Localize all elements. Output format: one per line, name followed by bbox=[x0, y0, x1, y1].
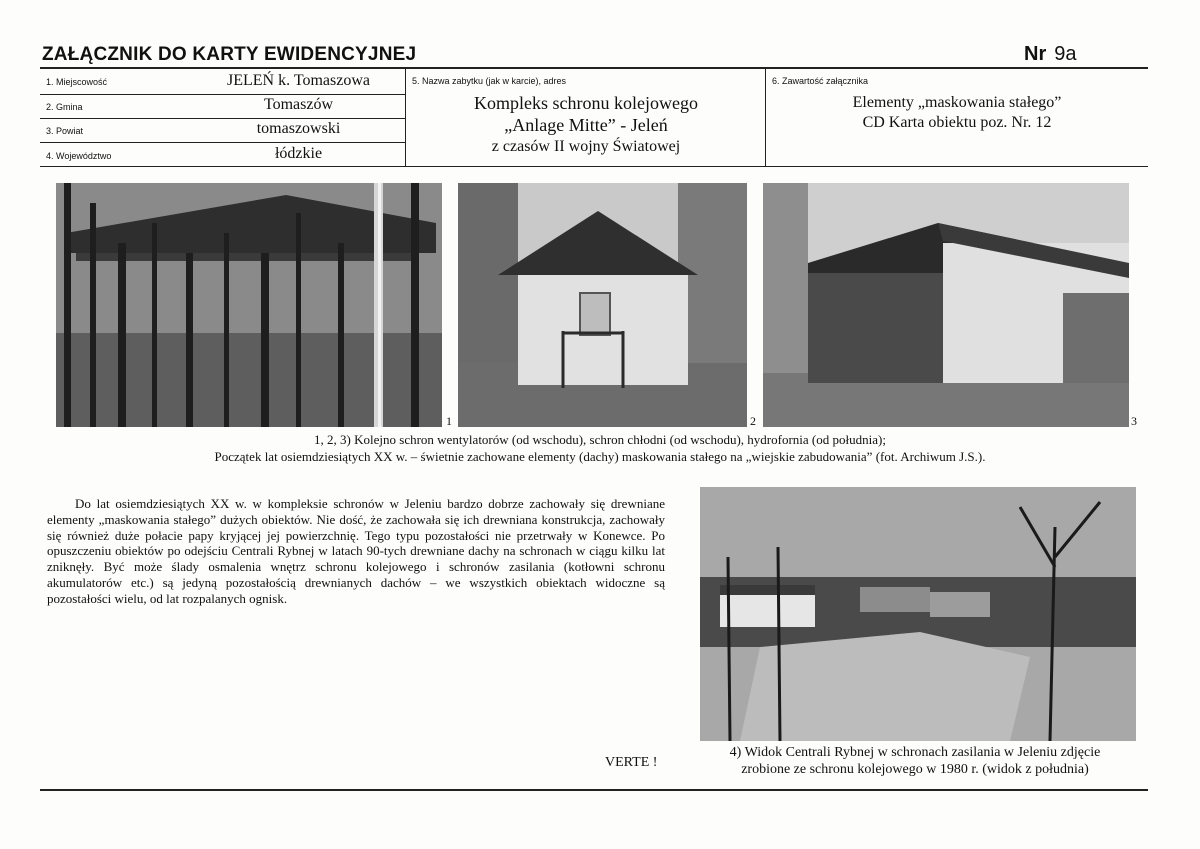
row-divider bbox=[40, 118, 405, 119]
field-value-commune: Tomaszów bbox=[263, 96, 334, 113]
photo-fish-centre-view bbox=[700, 487, 1136, 741]
photo-number-3: 3 bbox=[1131, 414, 1137, 428]
nr-value: 9a bbox=[1054, 43, 1077, 65]
photo-number-1: 1 bbox=[446, 414, 452, 428]
row-divider bbox=[40, 94, 405, 95]
field-label-district: 3. Powiat bbox=[46, 126, 84, 136]
photo-number-2: 2 bbox=[750, 414, 756, 428]
nr-label: Nr bbox=[1024, 43, 1047, 65]
field-value-voivodeship: łódzkie bbox=[274, 145, 323, 162]
attachment-contents-line2: CD Karta obiektu poz. Nr. 12 bbox=[862, 114, 1052, 131]
table-bottom-border bbox=[40, 166, 1148, 167]
footer-rule bbox=[40, 789, 1148, 791]
field-label-monument: 5. Nazwa zabytku (jak w karcie), adres bbox=[412, 76, 567, 86]
attachment-contents-line1: Elementy „maskowania stałego” bbox=[852, 94, 1062, 111]
field-label-commune: 2. Gmina bbox=[46, 102, 83, 112]
photos-caption-line2: Początek lat osiemdziesiątych XX w. – świetnie zachowane elementy (dachy) maskowania stałego na „wiejskie zabudowania” (fot. Archiwum J.S.). bbox=[214, 449, 986, 464]
photo4-caption-line1: 4) Widok Centrali Rybnej w schronach zasilania w Jeleniu zdjęcie bbox=[729, 745, 1101, 760]
verte-note: VERTE ! bbox=[605, 755, 658, 770]
page-title: ZAŁĄCZNIK DO KARTY EWIDENCYJNEJ bbox=[42, 44, 417, 65]
table-top-border bbox=[40, 67, 1148, 69]
row-divider bbox=[40, 142, 405, 143]
field-label-voivodeship: 4. Województwo bbox=[46, 151, 112, 161]
field-label-contents: 6. Zawartość załącznika bbox=[772, 76, 869, 86]
field-label-locality: 1. Miejscowość bbox=[46, 77, 108, 87]
monument-name-line3: z czasów II wojny Światowej bbox=[491, 138, 681, 155]
record-number bbox=[1024, 43, 1076, 66]
photo-hydrophore-building bbox=[763, 183, 1129, 427]
photo4-caption-line2: zrobione ze schronu kolejowego w 1980 r. (widok z południa) bbox=[741, 762, 1089, 777]
monument-name-line1: Kompleks schronu kolejowego bbox=[474, 93, 698, 113]
field-value-locality: JELEŃ k. Tomaszowa bbox=[227, 72, 370, 89]
field-value-district: tomaszowski bbox=[256, 120, 341, 137]
monument-name-line2: „Anlage Mitte” - Jeleń bbox=[504, 115, 668, 135]
photo-ventilator-shelter bbox=[56, 183, 442, 427]
body-paragraph: Do lat osiemdziesiątych XX w. w kompleksie schronów w Jeleniu bardzo dobrze zachowały się drewniane elementy „maskowania stałego” dużych obiektów. Nie dość, że zachowała się ich drewniana konstrukcja, zachowały się również duże połacie papy kryjącej jej powierzchnię. Tego typu pozostałości nie przetrwały w Konewce. Po opuszczeniu obiektów po odejściu Centrali Rybnej w latach 90-tych drewniane dachy na schronach w ciągu kilku lat zniknęły. Być może ślady osmalenia wnętrz schronu kolejowego i schronów zasilania (kotłowni schronu akumulatorów etc.) są jedyną pozostałością drewnianych dachów – we wszystkich obiektach widoczne są pozostałości wielu, od lat rozpalanych ognisk. bbox=[47, 496, 665, 606]
photo-cooling-shelter bbox=[458, 183, 747, 427]
photos-caption-line1: 1, 2, 3) Kolejno schron wentylatorów (od wschodu), schron chłodni (od wschodu), hydrofornia (od południa); bbox=[314, 432, 886, 447]
